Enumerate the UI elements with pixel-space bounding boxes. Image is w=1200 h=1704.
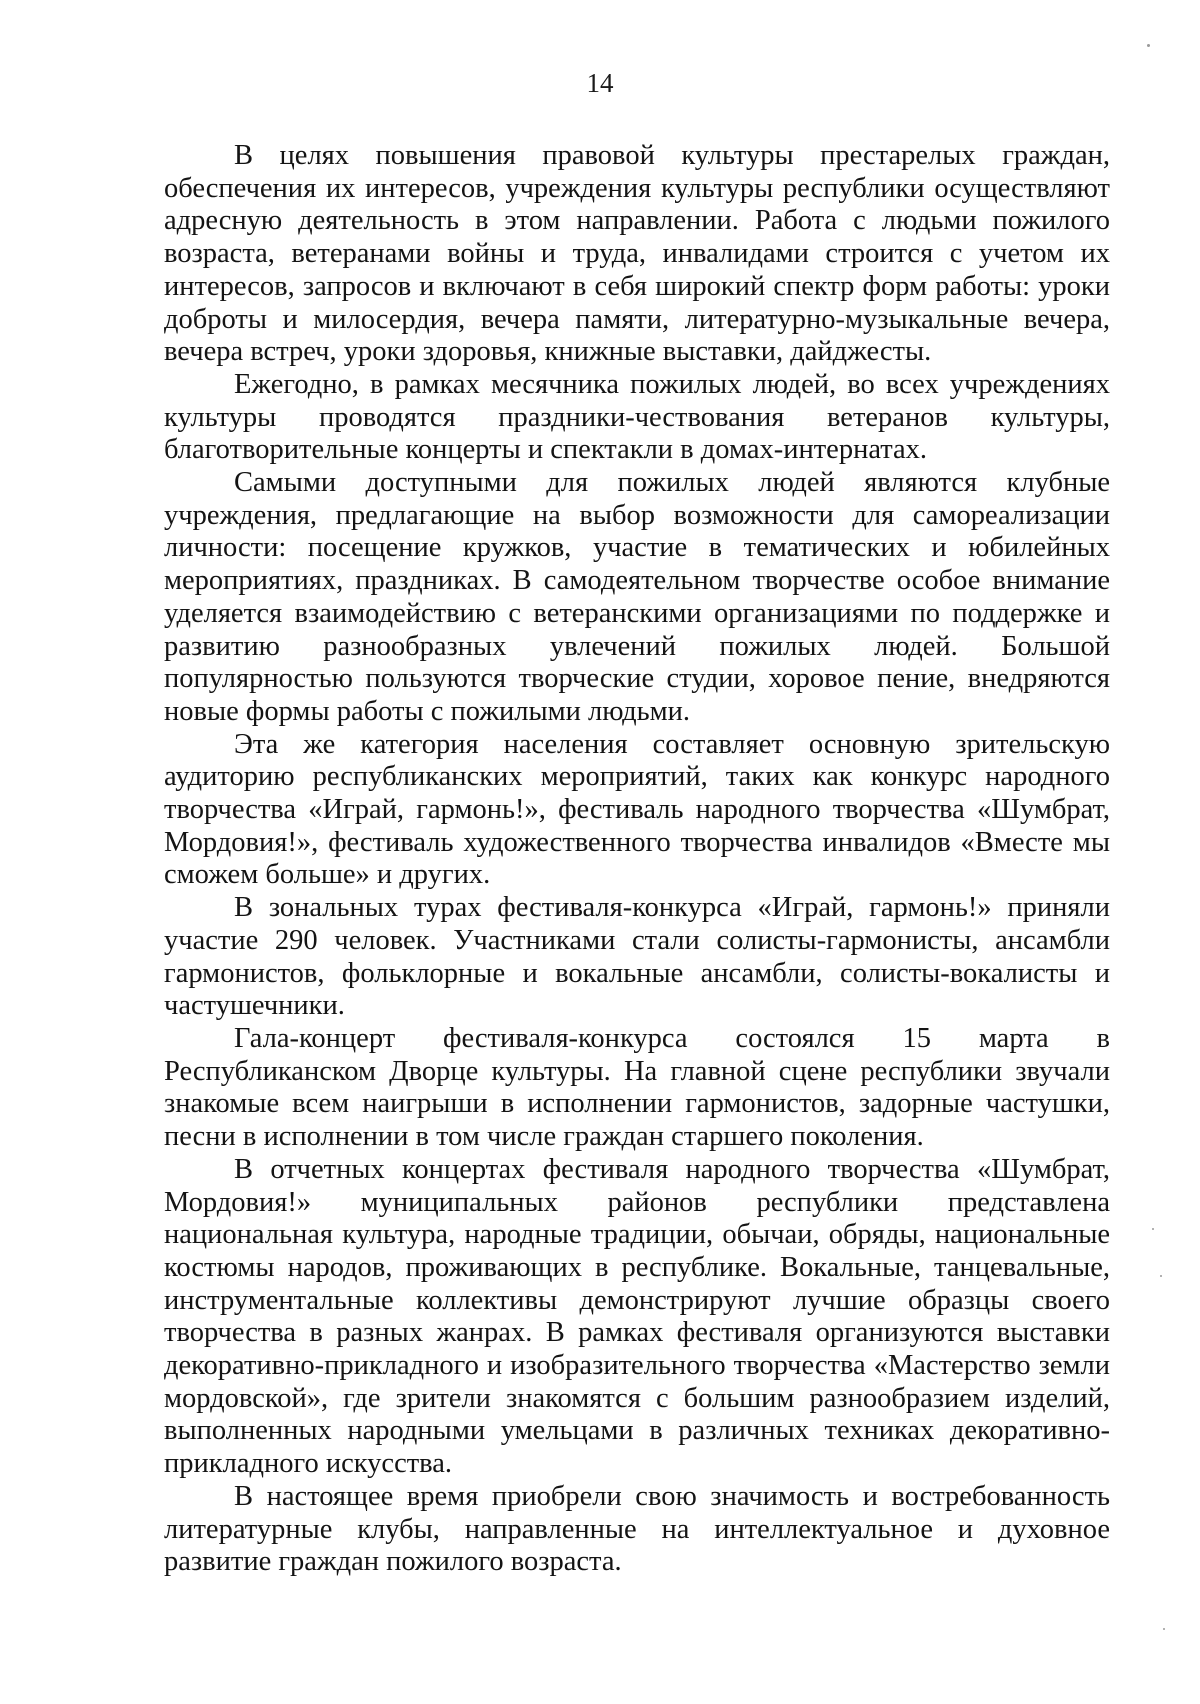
paragraph-zonal-tours: В зональных турах фестиваля-конкурса «Играй, гармонь!» приняли участие 290 человек. Участниками стали солисты-гармонисты, ансамбли гармонистов, фольклорные и вокальные ансамбли, солисты-вокалисты и частушечники. — [164, 892, 1110, 1022]
paragraph-festival-reports: В отчетных концертах фестиваля народного творчества «Шумбрат, Мордовия!» муниципальных районов республики представлена национальная культура, народные традиции, обычаи, обряды, национальные костюмы народов, проживающих в республике. Вокальные, танцевальные, инструментальные коллективы демонстрируют лучшие образцы своего творчества в разных жанрах. В рамках фестиваля организуются выставки декоративно-прикладного и изобразительного творчества «Мастерство земли мордовской», где зрители знакомятся с большим разнообразием изделий, выполненных народными умельцами в различных техниках декоративно-прикладного искусства. — [164, 1153, 1110, 1480]
scan-speck — [1152, 1228, 1154, 1230]
document-body — [164, 140, 1110, 1579]
scan-speck — [1160, 1275, 1162, 1277]
paragraph-literary-clubs: В настоящее время приобрели свою значимость и востребованность литературные клубы, направленные на интеллектуальное и духовное развитие граждан пожилого возраста. — [164, 1480, 1110, 1578]
paragraph-elderly-month: Ежегодно, в рамках месячника пожилых людей, во всех учреждениях культуры проводятся праздники-чествования ветеранов культуры, благотворительные концерты и спектакли в домах-интернатах. — [164, 368, 1110, 466]
page-number: 14 — [586, 68, 614, 98]
paragraph-club-institutions: Самыми доступными для пожилых людей являются клубные учреждения, предлагающие на выбор возможности для самореализации личности: посещение кружков, участие в тематических и юбилейных мероприятиях, праздниках. В самодеятельном творчестве особое внимание уделяется взаимодействию с ветеранскими организациями по поддержке и развитию разнообразных увлечений пожилых людей. Большой популярностью пользуются творческие студии, хоровое пение, внедряются новые формы работы с пожилыми людьми. — [164, 467, 1110, 727]
paragraph-legal-culture: В целях повышения правовой культуры престарелых граждан, обеспечения их интересов, учреждения культуры республики осуществляют адресную деятельность в этом направлении. Работа с людьми пожилого возраста, ветеранами войны и труда, инвалидами строится с учетом их интересов, запросов и включают в себя широкий спектр форм работы: уроки доброты и милосердия, вечера памяти, литературно-музыкальные вечера, вечера встреч, уроки здоровья, книжные выставки, дайджесты. — [164, 140, 1110, 368]
paragraph-audience: Эта же категория населения составляет основную зрительскую аудиторию республиканских мероприятий, таких как конкурс народного творчества «Играй, гармонь!», фестиваль народного творчества «Шумбрат, Мордовия!», фестиваль художественного творчества инвалидов «Вместе мы сможем больше» и других. — [164, 728, 1110, 891]
scan-speck — [1163, 1628, 1165, 1630]
scan-speck — [1147, 44, 1150, 47]
paragraph-gala-concert: Гала-концерт фестиваля-конкурса состоялся 15 марта в Республиканском Дворце культуры. На главной сцене республики звучали знакомые всем наигрыши в исполнении гармонистов, задорные частушки, песни в исполнении в том числе граждан старшего поколения. — [164, 1022, 1110, 1153]
